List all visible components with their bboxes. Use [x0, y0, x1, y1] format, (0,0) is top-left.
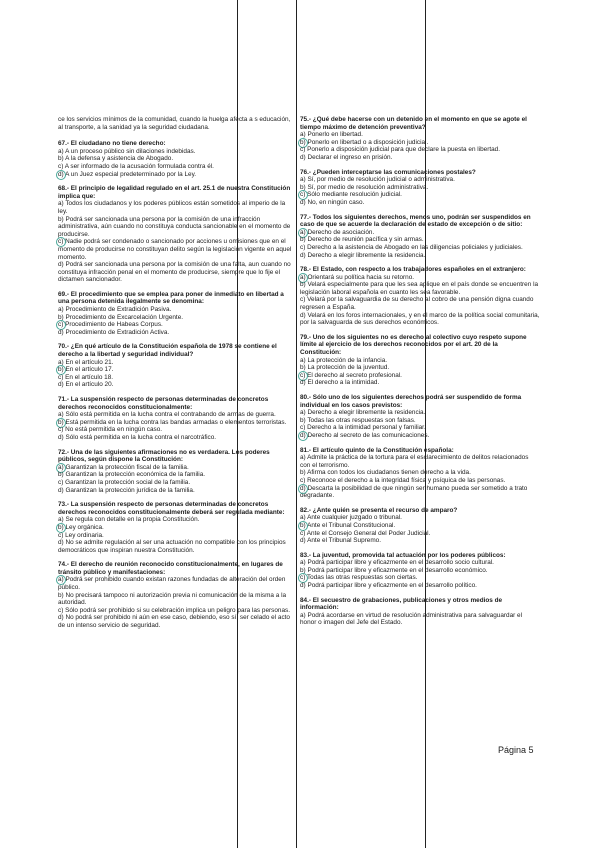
answer-option — [58, 321, 293, 329]
answer-option-text: b) Garantizan la protección económica de la familia. — [58, 471, 206, 479]
answer-option-text: a) Sólo está permitida en la lucha contra el contrabando de armas de guerra. — [58, 411, 276, 419]
question — [58, 343, 293, 389]
answer-option-text: a) Se regula con detalle en la propia Constitución. — [58, 516, 200, 524]
answer-option-text: b) Ante el Tribunal Constitucional. — [300, 521, 396, 529]
question-title: 69.- El procedimiento que se emplea para poner de inmediato en libertad a una persona detenida ilegalmente se denomina: — [58, 290, 284, 306]
question — [300, 394, 540, 440]
answer-option-text: b) Podrá ser sancionada una persona por la comisión de una infracción administrativa, aún cuando no constituya conducta sancionable en el momento de producirse. — [58, 215, 291, 238]
answer-option-text: b) Sí, por medio de resolución administrativa. — [300, 183, 429, 191]
answer-option — [58, 576, 293, 591]
answer-option-text: a) Derecho a elegir libremente la residencia. — [300, 409, 426, 417]
answer-option — [300, 191, 540, 199]
question — [58, 501, 293, 554]
answer-option-text: b) Podrá participar libre y eficazmente en el desarrollo económico. — [300, 566, 488, 574]
question-title: 68.- El principio de legalidad regulado en el art. 25.1 de nuestra Constitución implica que: — [58, 185, 291, 200]
question — [58, 291, 293, 337]
question — [300, 214, 540, 260]
answer-option-text: c) Ley ordinaria. — [58, 531, 104, 539]
answer-option-text: d) Declarar el ingreso en prisión. — [300, 153, 393, 161]
answer-option — [300, 312, 540, 327]
answer-option — [58, 419, 293, 427]
answer-option — [58, 171, 293, 179]
answer-option — [58, 374, 293, 382]
left-column — [58, 116, 293, 637]
answer-option — [300, 567, 540, 575]
answer-option-text: a) Admite la práctica de la tortura para el esclarecimiento de delitos relacionados con el terrorismo. — [300, 454, 529, 469]
question — [300, 334, 540, 387]
answer-option — [300, 357, 540, 365]
answer-option-text: b) Ley orgánica. — [58, 523, 104, 531]
intro-text: ce los servicios mínimos de la comunidad, cuando la huelga afecta a s educación, al transporte, a la sanidad ya la seguridad ciudadana. — [58, 116, 291, 131]
answer-option-text: c) Todas las otras respuestas son ciertas. — [300, 574, 418, 582]
question-title: 74.- El derecho de reunión reconocido constitucionalmente, en lugares de tránsito público y manifestaciones: — [58, 561, 283, 576]
answer-mark-icon — [298, 431, 308, 441]
answer-option-text: b) Procedimiento de Excarcelación Urgente. — [58, 313, 184, 321]
answer-option-text: a) La protección de la infancia. — [300, 356, 388, 364]
answer-option — [300, 229, 540, 237]
answer-option — [58, 148, 293, 156]
answer-option — [58, 464, 293, 472]
answer-option-text: b) La protección de la juventud. — [300, 364, 390, 372]
answer-option-text: a) Procedimiento de Extradición Pasiva. — [58, 306, 172, 314]
answer-mark-icon — [56, 170, 66, 180]
answer-option — [300, 379, 540, 387]
answer-option-text: b) A la defensa y asistencia de Abogado. — [58, 155, 174, 163]
answer-option-text: a) Podrá participar libre y eficazmente en el desarrollo socio cultural. — [300, 559, 494, 567]
answer-option-text: b) Derecho de reunión pacífica y sin armas. — [300, 236, 424, 244]
question — [300, 447, 540, 500]
answer-option — [300, 454, 540, 469]
question-title: 82.- ¿Ante quién se presenta el recurso de amparo? — [300, 506, 458, 514]
answer-option-text: b) Está permitida en la lucha contra las bandas armadas o elementos terroristas. — [58, 418, 287, 426]
answer-option — [58, 411, 293, 419]
question-title: 79.- Uno de los siguientes no es derecho al colectivo cuyo respeto supone límite al ejercicio de los derechos reconocidos por el art. 20 de la Constitución: — [300, 333, 527, 357]
answer-option-text: b) Todas las otras respuestas son falsas. — [300, 416, 416, 424]
answer-option — [300, 364, 540, 372]
answer-option — [58, 516, 293, 524]
answer-option-text: d) Descarta la posibilidad de que ningún ser humano pueda ser sometido a trato degradante. — [300, 484, 528, 500]
answer-option-text: c) El derecho al secreto profesional. — [300, 371, 402, 379]
question-title: 72.- Una de las siguientes afirmaciones no es verdadera. Los poderes públicos, según dispone la Constitución: — [58, 448, 270, 464]
answer-option — [58, 592, 293, 607]
answer-option-text: d) Garantizan la protección jurídica de la familia. — [58, 486, 195, 494]
answer-option-text: b) Ponerlo en libertad o a disposición judicial. — [300, 138, 429, 146]
answer-option-text: c) Procedimiento de Habeas Corpus. — [58, 321, 163, 329]
answer-option — [300, 537, 540, 545]
answer-option-text: c) Garantizan la protección social de la familia. — [58, 478, 191, 486]
answer-option — [58, 479, 293, 487]
question-title: 76.- ¿Pueden interceptarse las comunicaciones postales? — [300, 168, 476, 176]
answer-option-text: a) Sí, por medio de resolución judicial o administrativa. — [300, 176, 455, 184]
answer-option — [58, 487, 293, 495]
answer-option-text: a) Todos los ciudadanos y los poderes públicos están sometidos al imperio de la ley. — [58, 200, 286, 215]
answer-option-text: c) Ponerlo a disposición judicial para que declare la puesta en libertad. — [300, 146, 501, 154]
answer-option-text: d) No, en ningún caso. — [300, 198, 365, 206]
scan-line-middle — [296, 0, 297, 848]
answer-option — [58, 434, 293, 442]
question-title: 73.- La suspensión respecto de personas determinadas de concretos derechos reconocidos constitucionalmente deberá ser regulada mediante: — [58, 501, 285, 516]
answer-option — [300, 485, 540, 500]
answer-option — [300, 432, 540, 440]
answer-mark-icon — [298, 484, 308, 494]
answer-option-text: a) Podrá acordarse en virtud de resolución administrativa para salvaguardar el honor o imagen del Jefe del Estado. — [300, 611, 523, 627]
answer-option-text: c) Reconoce el derecho a la integridad física y psíquica de las personas. — [300, 476, 506, 484]
answer-option-text: c) Sólo podrá ser prohibido si su celebración implica un peligro para las personas. — [58, 606, 290, 614]
right-column — [300, 116, 540, 634]
answer-option — [58, 200, 293, 215]
question — [300, 507, 540, 545]
question — [58, 140, 293, 178]
answer-option — [300, 514, 540, 522]
answer-option-text: d) En el artículo 20. — [58, 381, 114, 389]
left-question-list — [58, 140, 293, 629]
answer-option-text: d) Podrá ser sancionada una persona por la comisión de una falta, aun cuando no constituya infracción penal en el momento de producirse, siempre que lo fije el dictamen sancionador. — [58, 261, 291, 284]
answer-option-text: a) Ante cualquier juzgado o tribunal. — [300, 514, 402, 522]
answer-option — [300, 574, 540, 582]
answer-option — [300, 530, 540, 538]
answer-option-text: d) Ante el Tribunal Supremo. — [300, 537, 381, 545]
answer-option-text: d) Derecho a elegir libremente la residencia. — [300, 251, 426, 259]
question-title: 71.- La suspensión respecto de personas determinadas de concretos derechos reconocidos constitucionalmente: — [58, 396, 269, 411]
answer-option — [58, 163, 293, 171]
answer-option — [300, 274, 540, 282]
question — [58, 185, 293, 284]
answer-option-text: a) Garantizan la protección fiscal de la familia. — [58, 463, 189, 471]
answer-option-text: d) El derecho a la intimidad. — [300, 379, 380, 387]
question — [58, 561, 293, 629]
right-question-list — [300, 116, 540, 627]
answer-option — [58, 614, 293, 629]
answer-option-text: a) Podrá ser prohibido cuando existan razones fundadas de alteración del orden público. — [58, 576, 286, 592]
question — [300, 169, 540, 207]
answer-option — [58, 359, 293, 367]
answer-option — [58, 155, 293, 163]
answer-option — [58, 539, 293, 554]
answer-option — [300, 372, 540, 380]
answer-option — [300, 559, 540, 567]
answer-option — [300, 252, 540, 260]
answer-option — [58, 532, 293, 540]
answer-option — [300, 184, 540, 192]
answer-option-text: c) A ser informado de la acusación formulada contra él. — [58, 162, 214, 170]
question-title: 84.- El secuestro de grabaciones, publicaciones y otros medios de información: — [300, 596, 503, 612]
answer-option-text: a) Orientará su política hacia su retorno. — [300, 273, 415, 281]
answer-option — [300, 612, 540, 627]
answer-option — [300, 417, 540, 425]
answer-option — [58, 426, 293, 434]
question-title: 70.- ¿En qué artículo de la Constitución española de 1978 se contiene el derecho a la libertad y seguridad individual? — [58, 343, 277, 359]
answer-option-text: b) En el artículo 17. — [58, 366, 114, 374]
answer-option-text: c) No está permitida en ningún caso. — [58, 426, 163, 434]
answer-option-text: d) Podrá participar libre y eficazmente en el desarrollo político. — [300, 582, 477, 590]
answer-option-text: a) Ponerlo en libertad. — [300, 131, 363, 139]
question-title: 83.- La juventud, promovida tal actuación por los poderes públicos: — [300, 551, 506, 559]
answer-option — [300, 477, 540, 485]
question-title: 78.- El Estado, con respecto a los trabajadores españoles en el extranjero: — [300, 266, 526, 274]
answer-option — [58, 524, 293, 532]
question-title: 67.- El ciudadano no tiene derecho: — [58, 140, 166, 148]
answer-option-text: b) Velará especialmente para que les sea aplique en el país donde se encuentren la legislación laboral española en cuanto les sea favorable. — [300, 281, 539, 296]
answer-option-text: d) Derecho al secreto de las comunicaciones. — [300, 431, 430, 439]
answer-option — [58, 238, 293, 261]
answer-option — [300, 582, 540, 590]
question-title: 77.- Todos los siguientes derechos, menos uno, podrán ser suspendidos en caso de que se acuerde la declaración de estado de excepción o de sitio: — [300, 213, 531, 229]
answer-option — [300, 409, 540, 417]
question — [300, 552, 540, 590]
answer-option — [300, 469, 540, 477]
answer-option — [300, 296, 540, 311]
answer-option — [300, 176, 540, 184]
answer-option — [300, 424, 540, 432]
answer-option — [58, 381, 293, 389]
answer-option — [58, 216, 293, 239]
answer-option-text: b) No precisará tampoco ni autorización previa ni comunicación de la misma a la autoridad. — [58, 591, 287, 607]
answer-option — [58, 306, 293, 314]
answer-option-text: a) En el artículo 21. — [58, 358, 114, 366]
answer-option — [58, 607, 293, 615]
answer-option-text: c) Sólo mediante resolución judicial. — [300, 191, 402, 199]
answer-option-text: d) No se admite regulación al ser una actuación no compatible con los principios democráticos que inspiran nuestra Constitución. — [58, 539, 286, 554]
question — [58, 449, 293, 495]
answer-option-text: a) Derecho de asociación. — [300, 228, 375, 236]
question — [58, 396, 293, 442]
answer-option-text: d) No podrá ser prohibido ni aún en ese caso, debiendo, eso sí, ser celado el acto de un intenso servicio de seguridad. — [58, 614, 290, 630]
answer-option — [58, 329, 293, 337]
question — [300, 597, 540, 627]
question — [300, 266, 540, 327]
answer-option — [300, 139, 540, 147]
question-title: 81.- El artículo quinto de la Constitución española: — [300, 446, 454, 454]
answer-option-text: c) Velará por la salvaguardia de su derecho al cobro de una pensión digna cuando regresen a España. — [300, 296, 534, 312]
answer-option-text: a) A un proceso público sin dilaciones indebidas. — [58, 147, 196, 155]
answer-option — [58, 471, 293, 479]
answer-option — [300, 281, 540, 296]
answer-option — [58, 261, 293, 284]
question — [300, 116, 540, 162]
answer-option-text: d) Sólo está permitida en la lucha contra el narcotráfico. — [58, 433, 217, 441]
answer-option — [58, 366, 293, 374]
answer-option — [300, 522, 540, 530]
page-number: Página 5 — [498, 745, 534, 755]
answer-option-text: c) Derecho a la asistencia de Abogado en las diligencias policiales y judiciales. — [300, 243, 523, 251]
answer-option — [300, 236, 540, 244]
question-title: 80.- Sólo uno de los siguientes derechos podrá ser suspendido de forma individual en los casos previstos: — [300, 394, 522, 409]
answer-option — [300, 146, 540, 154]
question-title: 75.- ¿Qué debe hacerse con un detenido en el momento en que se agote el tiempo máximo de detención preventiva? — [300, 116, 527, 131]
answer-option — [300, 244, 540, 252]
answer-option-text: d) Procedimiento de Extradición Activa. — [58, 328, 170, 336]
answer-option-text: c) En el artículo 18. — [58, 373, 114, 381]
answer-option-text: c) Ante el Consejo General del Poder Judicial. — [300, 529, 431, 537]
answer-option — [58, 314, 293, 322]
answer-option — [300, 131, 540, 139]
answer-option — [300, 154, 540, 162]
answer-option-text: b) Afirma con todos los ciudadanos tienen derecho a la vida. — [300, 469, 471, 477]
answer-option-text: c) Nadie podrá ser condenado o sancionado por acciones u omisiones que en el momento de producirse no constituyan delito según la legislación vigente en aquel momento. — [58, 238, 292, 261]
answer-option — [300, 199, 540, 207]
answer-option-text: c) Derecho a la intimidad personal y familiar. — [300, 424, 426, 432]
answer-option-text: d) Velará en los foros internacionales, y en el marco de la política social comunitaria, por la salvaguarda de sus derechos económicos. — [300, 311, 540, 327]
answer-option-text: d) A un Juez especial predeterminado por la Ley. — [58, 170, 197, 178]
